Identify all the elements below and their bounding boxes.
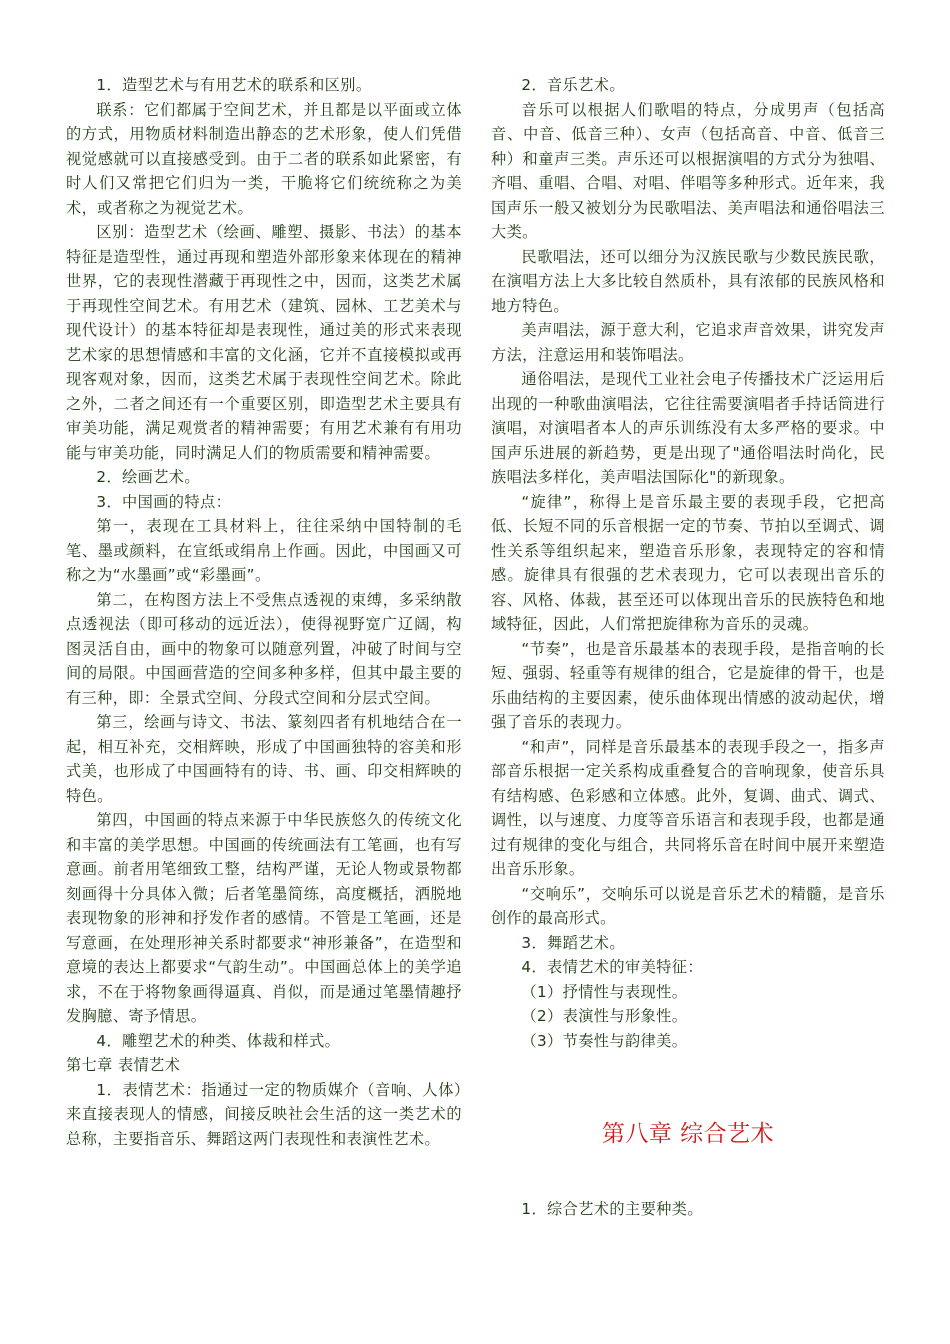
paragraph: 3．中国画的特点： bbox=[96, 492, 232, 511]
paragraph: 音乐可以根据人们歌唱的特点，分成男声（包括高音、中音、低音三种）、女声（包括高音、中音、低音三种）和童声三类。声乐还可以根据演唱的方式分为独唱、齐唱、重唱、合唱、对唱、伴唱等多种形式。近年来，我国声乐一般又被划分为民歌唱法、美声唱法和通俗唱法三大类。 bbox=[491, 100, 885, 241]
chapter-heading: 第八章 综合艺术 bbox=[601, 1121, 775, 1147]
paragraph: 美声唱法，源于意大利，它追求声音效果，讲究发声方法，注意运用和装饰唱法。 bbox=[491, 321, 885, 364]
paragraph: 联系：它们都属于空间艺术，并且都是以平面或立体的方式，用物质材料制造出静态的艺术形象，使人们凭借视觉感就可以直接感受到。由于二者的联系如此紧密，有时人们又常把它们归为一类，干脆将它们统统称之为美术，或者称之为视觉艺术。 bbox=[66, 100, 462, 217]
paragraph: “和声”，同样是音乐最基本的表现手段之一，指多声部音乐根据一定关系构成重叠复合的音响现象，使音乐具有结构感、色彩感和立体感。此外，复调、曲式、调式、调性，以与速度、力度等音乐语言和表现手段，也都是通过有规律的变化与组合，共同将乐音在时间中展开来塑造出音乐形象。 bbox=[491, 737, 885, 878]
paragraph: 1．造型艺术与有用艺术的联系和区别。 bbox=[96, 76, 372, 94]
paragraph: 第二，在构图方法上不受焦点透视的束缚，多采纳散点透视法（即可移动的远近法），使得视野宽广辽阔，构图灵活自由，画中的物象可以随意列置，冲破了时间与空间的局限。中国画营造的空间多种多样，但其中最主要的有三种，即：全景式空间、分段式空间和分层式空间。 bbox=[66, 590, 462, 707]
right-column bbox=[491, 73, 885, 1222]
paragraph: 第七章 表情艺术 bbox=[66, 1056, 181, 1074]
paragraph: 第一，表现在工具材料上，往往采纳中国特制的毛笔、墨或颜料，在宣纸或绢帛上作画。因此，中国画又可称之为“水墨画”或“彩墨画”。 bbox=[66, 517, 462, 584]
paragraph: （3）节奏性与韵律美。 bbox=[521, 1031, 688, 1050]
paragraph: （2）表演性与形象性。 bbox=[521, 1007, 688, 1025]
paragraph: 4．表情艺术的审美特征： bbox=[521, 958, 703, 976]
left-column bbox=[66, 73, 462, 1151]
paragraph: “交响乐”，交响乐可以说是音乐艺术的精髓，是音乐创作的最高形式。 bbox=[491, 884, 885, 927]
paragraph: 民歌唱法，还可以细分为汉族民歌与少数民族民歌，在演唱方法上大多比较自然质朴，具有浓郁的民族风格和地方特色。 bbox=[491, 247, 885, 315]
paragraph: 1．综合艺术的主要种类。 bbox=[521, 1200, 703, 1218]
paragraph: 通俗唱法，是现代工业社会电子传播技术广泛运用后出现的一种歌曲演唱法，它往往需要演唱者手持话筒进行演唱，对演唱者本人的声乐训练没有太多严格的要求。中国声乐进展的新趋势，更是出现了"通俗唱法时尚化，民族唱法多样化，美声唱法国际化"的新现象。 bbox=[491, 370, 885, 486]
paragraph: 区别：造型艺术（绘画、雕塑、摄影、书法）的基本特征是造型性，通过再现和塑造外部形象来体现在的精神世界，它的表现性潜藏于再现性之中，因而，这类艺术属于再现性空间艺术。有用艺术（建筑、园林、工艺美术与现代设计）的基本特征却是表现性，通过美的形式来表现艺术家的思想情感和丰富的文化涵，它并不直接模拟或再现客观对象，因而，这类艺术属于表现性空间艺术。除此之外，二者之间还有一个重要区别，即造型艺术主要具有审美功能，满足观赏者的精神需要；有用艺术兼有有用功能与审美功能，同时满足人们的物质需要和精神需要。 bbox=[66, 223, 462, 462]
paragraph: 第四，中国画的特点来源于中华民族悠久的传统文化和丰富的美学思想。中国画的传统画法有工笔画，也有写意画。前者用笔细致工整，结构严谨，无论人物或景物都刻画得十分具体入微；后者笔墨简练，高度概括，洒脱地表现物象的形神和抒发作者的感情。不管是工笔画，还是写意画，在处理形神关系时都要求“神形兼备”，在造型和意境的表达上都要求“气韵生动”。中国画总体上的美学追求，不在于将物象画得逼真、肖似，而是通过笔墨情趣抒发胸臆、寄予情思。 bbox=[66, 811, 462, 1025]
paragraph: 4．雕塑艺术的种类、体裁和样式。 bbox=[96, 1031, 341, 1050]
paragraph: 第三，绘画与诗文、书法、篆刻四者有机地结合在一起，相互补充，交相辉映，形成了中国画独特的容美和形式美，也形成了中国画特有的诗、书、画、印交相辉映的特色。 bbox=[66, 713, 462, 805]
paragraph: “旋律”，称得上是音乐最主要的表现手段，它把高低、长短不同的乐音根据一定的节奏、节拍以至调式、调性关系等组织起来，塑造音乐形象，表现特定的容和情感。旋律具有很强的艺术表现力，它可以表现出音乐的容、风格、体裁，甚至还可以体现出音乐的民族特色和地域特征，因此，人们常把旋律称为音乐的灵魂。 bbox=[491, 492, 885, 633]
paragraph: 2．绘画艺术。 bbox=[96, 468, 200, 486]
paragraph: （1）抒情性与表现性。 bbox=[521, 982, 688, 1001]
paragraph: “节奏”，也是音乐最基本的表现手段，是指音响的长短、强弱、轻重等有规律的组合，它是旋律的骨干，也是乐曲结构的主要因素，使乐曲体现出情感的波动起伏，增强了音乐的表现力。 bbox=[491, 639, 885, 731]
paragraph: 2．音乐艺术。 bbox=[521, 76, 625, 94]
paragraph: 3．舞蹈艺术。 bbox=[521, 933, 625, 952]
paragraph: 1．表情艺术：指通过一定的物质媒介（音响、人体）来直接表现人的情感，间接反映社会生活的这一类艺术的总称，主要指音乐、舞蹈这两门表现性和表演性艺术。 bbox=[66, 1080, 462, 1148]
